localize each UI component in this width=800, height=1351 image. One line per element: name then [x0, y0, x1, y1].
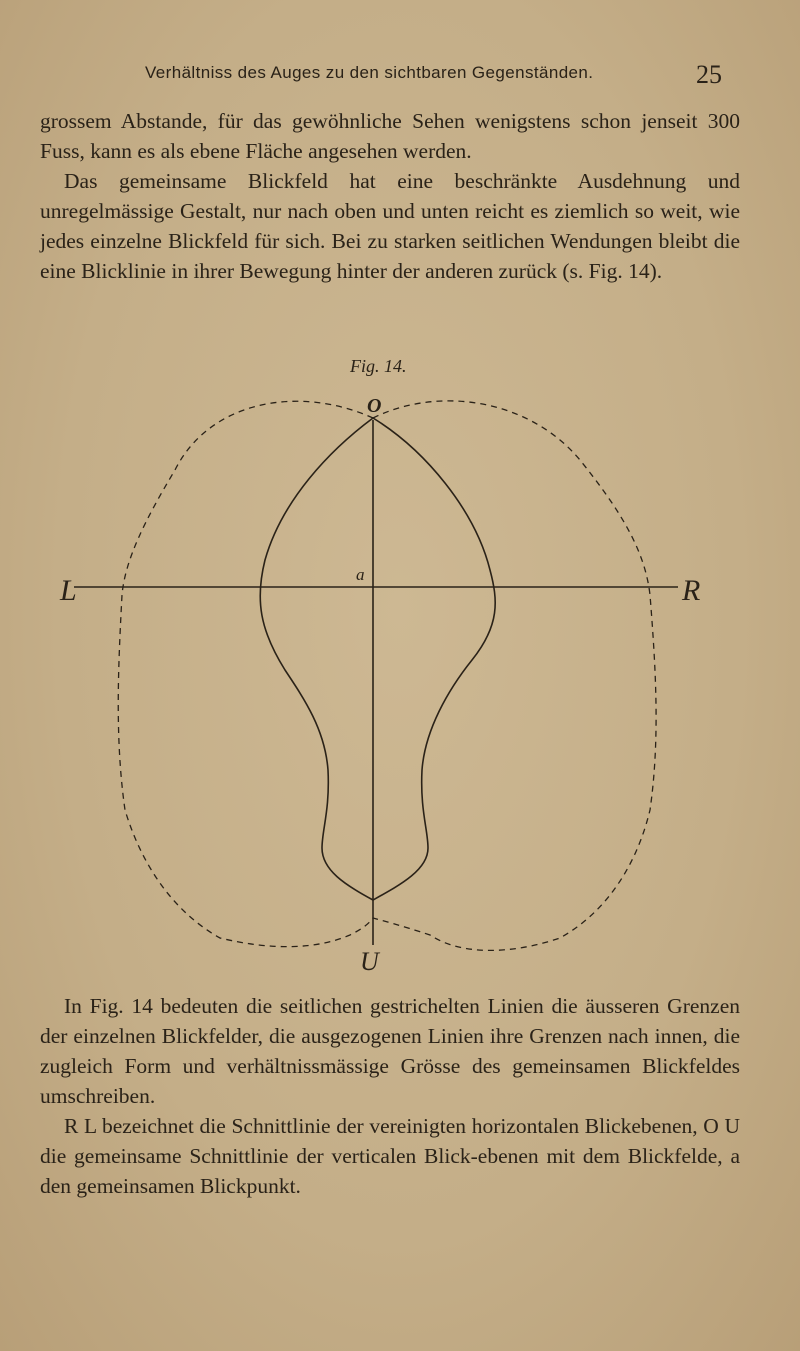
label-o: O — [367, 395, 382, 417]
running-head — [0, 60, 800, 90]
running-title: Verhältniss des Auges zu den sichtbaren Gegenständen. — [145, 63, 594, 82]
label-l: L — [60, 574, 77, 607]
right-outer-dashed-boundary — [373, 401, 656, 951]
label-u: U — [360, 947, 379, 976]
label-r: R — [682, 574, 701, 607]
left-outer-dashed-boundary — [118, 401, 373, 946]
paragraph: grossem Abstande, für das gewöhnliche Sehen wenigstens schon jenseit 300 Fuss, kann es als ebene Fläche angesehen werden. — [40, 109, 740, 163]
text-block-top — [40, 106, 740, 286]
common-field-contour — [260, 418, 495, 900]
figure-caption: Fig. 14. — [350, 356, 407, 376]
paragraph: In Fig. 14 bedeuten die seitlichen gestrichelten Linien die äusseren Grenzen der einzelnen Blickfelder, die ausgezogenen Linien ihre Grenzen nach innen, die zugleich Form und verhältnissmässige Grösse des gemeinsamen Blickfeldes umschreiben. — [40, 994, 740, 1108]
label-a: a — [356, 565, 365, 584]
paragraph: R L bezeichnet die Schnittlinie der vereinigten horizontalen Blickebenen, O U die gemeinsame Schnittlinie der verticalen Blick-ebenen mit dem Blickfelde, a den gemeinsamen Blickpunkt. — [40, 1114, 740, 1198]
page-number: 25 — [696, 60, 722, 89]
text-block-bottom — [40, 991, 740, 1201]
figure-14 — [60, 390, 740, 980]
field-of-view-diagram — [60, 390, 740, 980]
paragraph: Das gemeinsame Blickfeld hat eine beschränkte Ausdehnung und unregelmässige Gestalt, nur nach oben und unten reicht es ziemlich so weit, wie jedes einzelne Blickfeld für sich. Bei zu starken seitlichen Wendungen bleibt die eine Blicklinie in ihrer Bewegung hinter der anderen zurück (s. Fig. 14). — [40, 169, 740, 283]
